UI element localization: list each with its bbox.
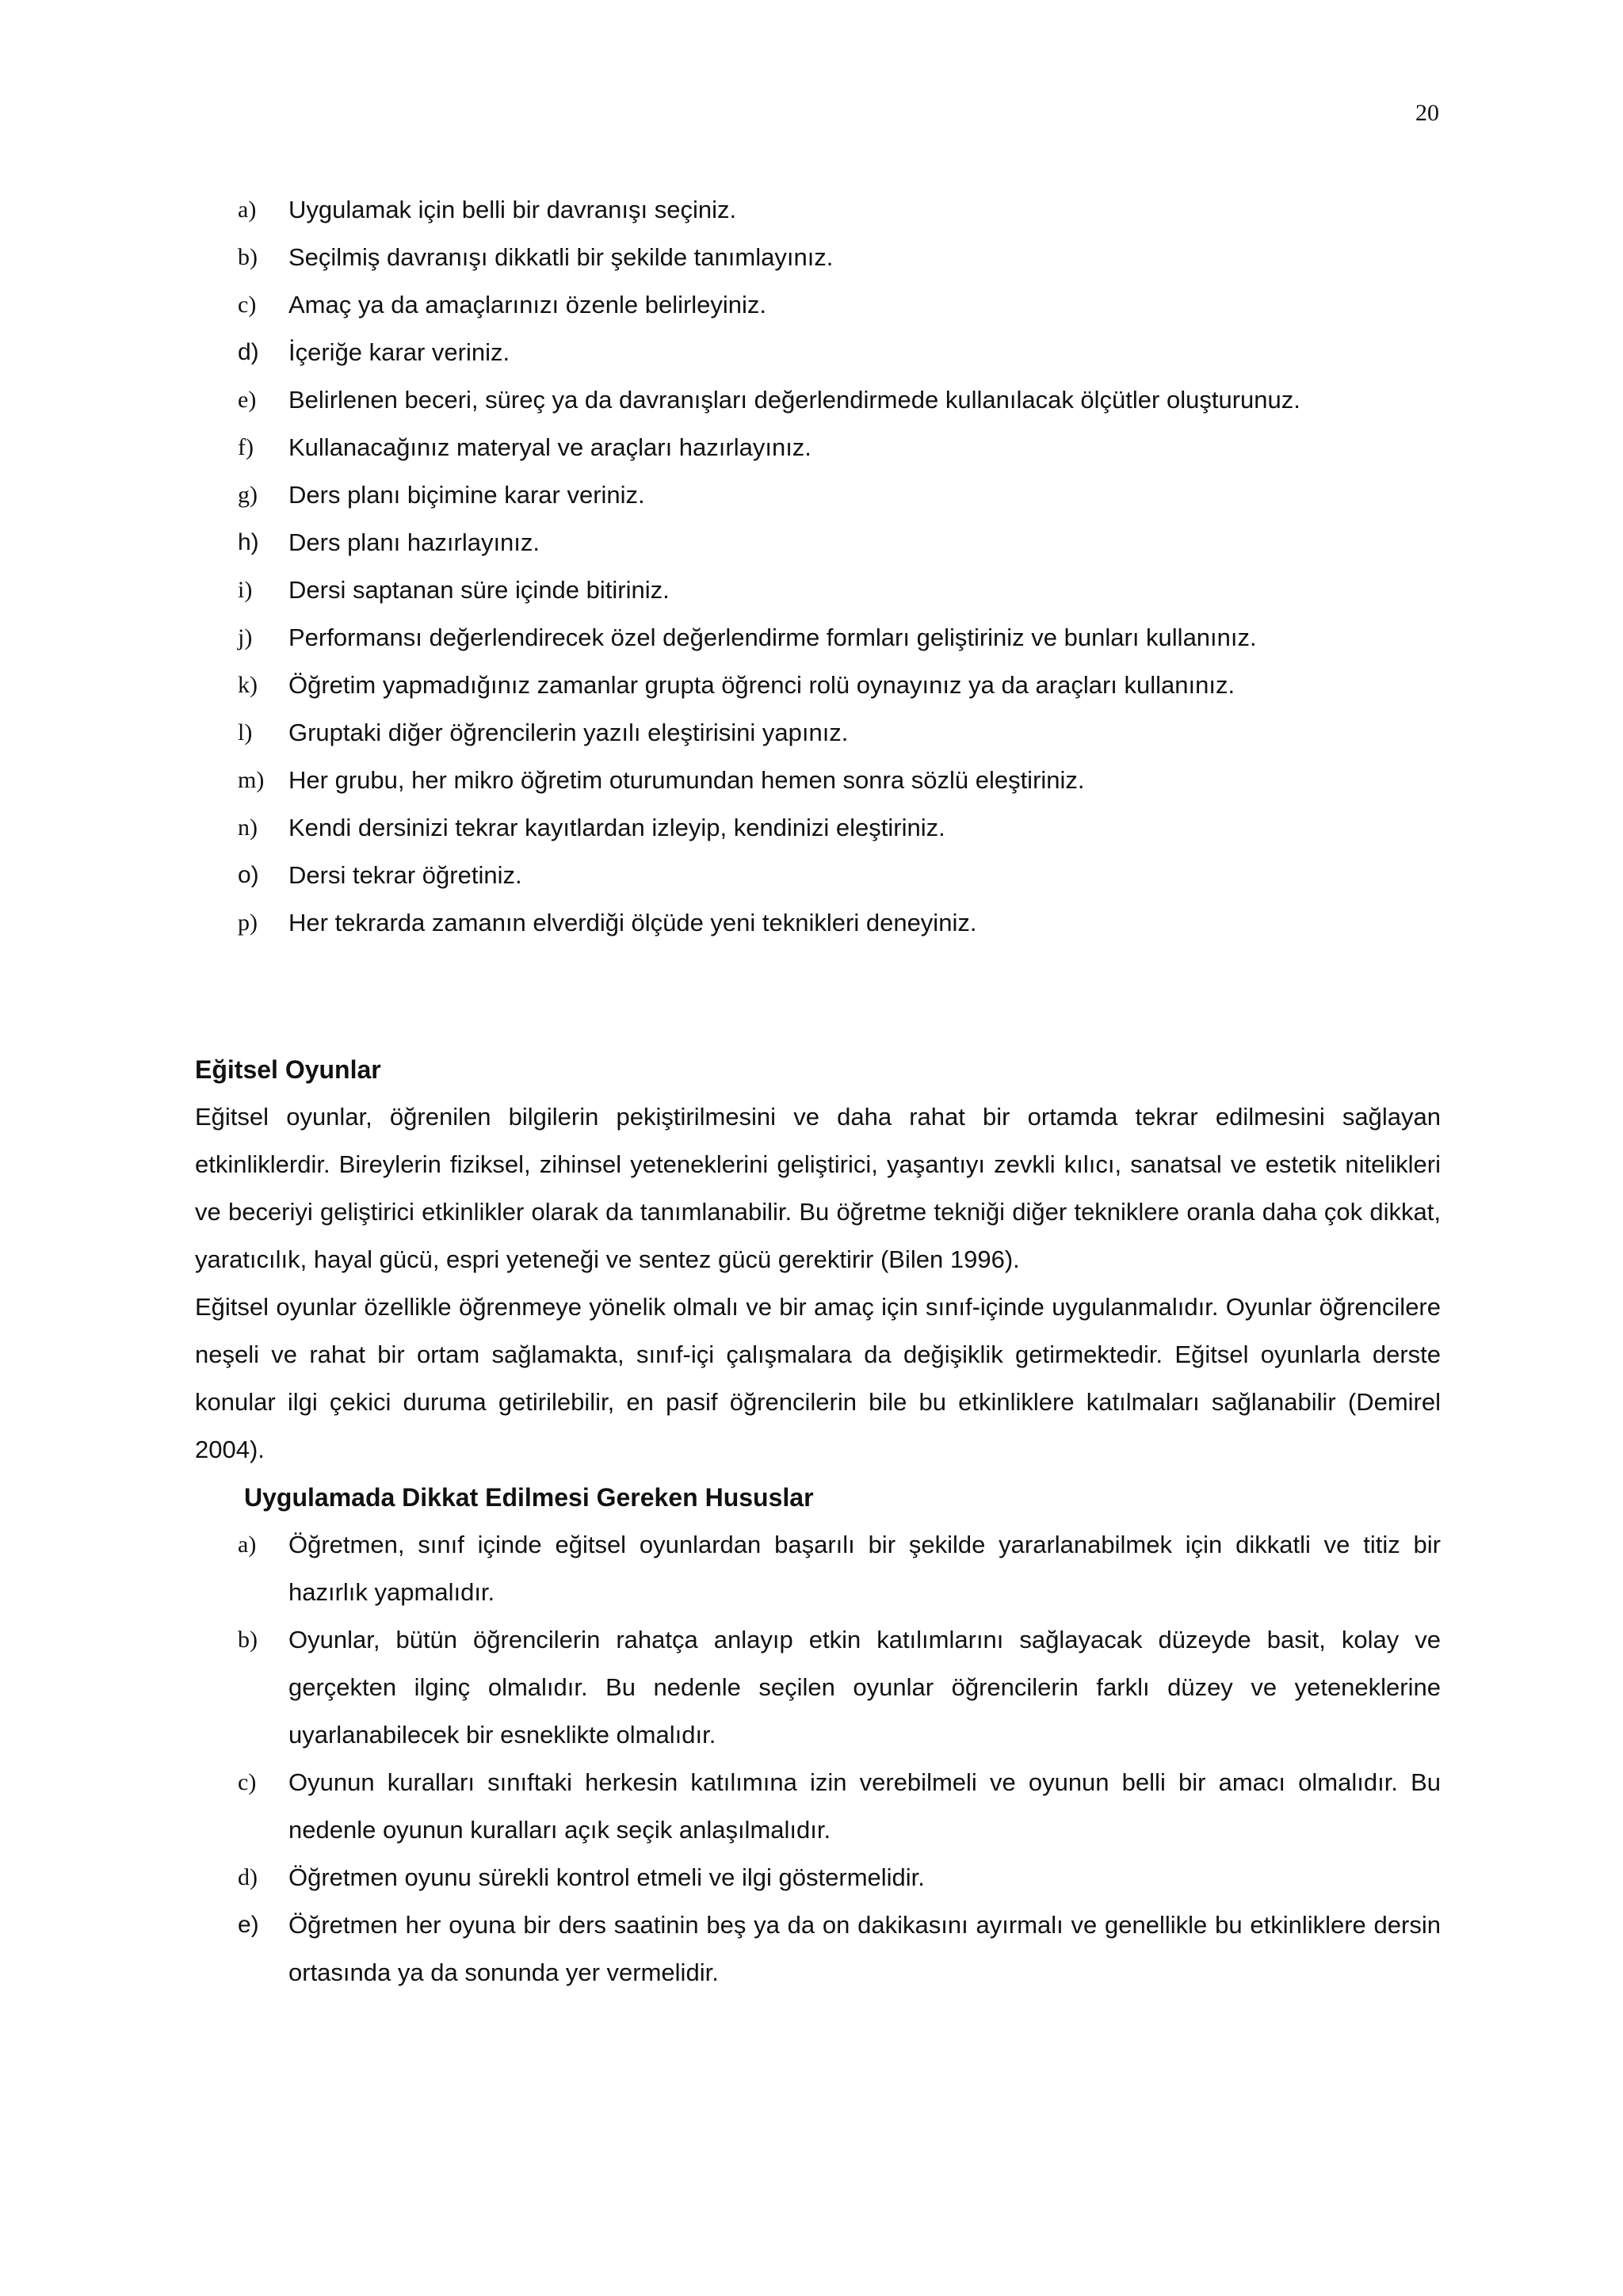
list-marker: e) [238, 1912, 259, 1938]
list-item [195, 1901, 1441, 1997]
list-item [195, 1854, 1441, 1901]
list-item-text: Her grubu, her mikro öğretim oturumundan hemen sonra sözlü eleştiriniz. [288, 766, 1085, 794]
list-item [195, 376, 1441, 424]
list-item [195, 519, 1441, 566]
list-item-text: Kullanacağınız materyal ve araçları hazırlayınız. [288, 433, 812, 461]
list-marker: d) [238, 339, 259, 365]
micro-teaching-steps [195, 186, 1441, 947]
list-marker: g) [238, 482, 258, 508]
list-marker: c) [238, 292, 257, 318]
list-item-text: Öğretmen, sınıf içinde eğitsel oyunlardan başarılı bir şekilde yararlanabilmek için dikkatli ve titiz bir hazırlık yapmalıdır. [288, 1531, 1441, 1606]
list-marker: i) [238, 577, 253, 603]
subsection-heading: Uygulamada Dikkat Edilmesi Gereken Hususlar [244, 1483, 814, 1512]
list-item [195, 614, 1441, 662]
list-item-text: Kendi dersinizi tekrar kayıtlardan izleyip, kendinizi eleştiriniz. [288, 814, 945, 841]
list-marker: o) [238, 862, 259, 888]
list-item [195, 899, 1441, 947]
list-marker: e) [238, 387, 257, 413]
section-heading: Eğitsel Oyunlar [195, 1055, 381, 1084]
list-item [195, 424, 1441, 471]
list-item [195, 1759, 1441, 1854]
list-marker: c) [238, 1769, 257, 1795]
list-item-text: Öğretmen her oyuna bir ders saatinin beş ya da on dakikasını ayırmalı ve genellikle bu etkinliklere dersin ortasında ya da sonunda yer vermelidir. [288, 1911, 1441, 1986]
list-marker: k) [238, 672, 258, 698]
list-item [195, 186, 1441, 234]
list-marker: h) [238, 529, 259, 555]
list-item [195, 329, 1441, 376]
educational-games-section [195, 1046, 1441, 1997]
list-marker: a) [238, 196, 257, 223]
list-item [195, 709, 1441, 757]
list-item-text: Her tekrarda zamanın elverdiği ölçüde yeni teknikleri deneyiniz. [288, 909, 977, 936]
list-marker: m) [238, 767, 265, 793]
list-item [195, 471, 1441, 519]
list-item-text: Gruptaki diğer öğrencilerin yazılı eleştirisini yapınız. [288, 719, 849, 746]
list-item-text: Ders planı biçimine karar veriniz. [288, 481, 645, 509]
list-item [195, 757, 1441, 804]
list-item-text: Belirlenen beceri, süreç ya da davranışları değerlendirmede kullanılacak ölçütler oluşturunuz. [288, 386, 1300, 414]
list-item-text: Oyunun kuralları sınıftaki herkesin katılımına izin verebilmeli ve oyunun belli bir amacı olmalıdır. Bu nedenle oyunun kuralları açık seçik anlaşılmalıdır. [288, 1768, 1441, 1844]
list-marker: a) [238, 1531, 257, 1558]
list-item-text: Uygulamak için belli bir davranışı seçiniz. [288, 196, 737, 223]
list-marker: f) [238, 434, 254, 460]
list-marker: d) [238, 1864, 258, 1890]
list-item-text: Öğretim yapmadığınız zamanlar grupta öğrenci rolü oynayınız ya da araçları kullanınız. [288, 671, 1235, 699]
list-item [195, 852, 1441, 899]
page-number: 20 [1415, 100, 1439, 126]
list-item [195, 281, 1441, 329]
list-item [195, 804, 1441, 852]
list-item-text: Dersi tekrar öğretiniz. [288, 861, 522, 889]
paragraph: Eğitsel oyunlar, öğrenilen bilgilerin pekiştirilmesini ve daha rahat bir ortamda tekrar edilmesini sağlayan etkinliklerdir. Bireylerin fiziksel, zihinsel yeteneklerini geliştirici, yaşantıyı zevkli kılıcı, sanatsal ve estetik nitelikleri ve beceriyi geliştirici etkinlikler olarak da tanımlanabilir. Bu öğretme tekniği diğer tekniklere oranla daha çok dikkat, yaratıcılık, hayal gücü, espri yeteneği ve sentez gücü gerektirir (Bilen 1996). [195, 1103, 1441, 1273]
list-marker: j) [238, 624, 253, 650]
list-item-text: Dersi saptanan süre içinde bitiriniz. [288, 576, 670, 604]
steps-list [195, 186, 1441, 947]
list-item-text: Öğretmen oyunu sürekli kontrol etmeli ve ilgi göstermelidir. [288, 1863, 925, 1891]
list-marker: n) [238, 814, 258, 841]
list-item-text: İçeriğe karar veriniz. [288, 338, 510, 366]
list-item-text: Seçilmiş davranışı dikkatli bir şekilde tanımlayınız. [288, 243, 834, 271]
list-marker: b) [238, 244, 258, 270]
list-item-text: Amaç ya da amaçlarınızı özenle belirleyiniz. [288, 291, 767, 318]
list-marker: p) [238, 910, 258, 936]
list-item [195, 662, 1441, 709]
considerations-list [195, 1521, 1441, 1997]
list-item [195, 566, 1441, 614]
list-item [195, 1521, 1441, 1616]
paragraph: Eğitsel oyunlar özellikle öğrenmeye yönelik olmalı ve bir amaç için sınıf-içinde uygulanmalıdır. Oyunlar öğrencilere neşeli ve rahat bir ortam sağlamakta, sınıf-içi çalışmalara da değişiklik getirmektedir. Eğitsel oyunlarla derste konular ilgi çekici duruma getirilebilir, en pasif öğrencilerin bile bu etkinliklere katılmaları sağlanabilir (Demirel 2004). [195, 1293, 1441, 1463]
list-item [195, 234, 1441, 281]
list-item [195, 1616, 1441, 1759]
list-marker: l) [238, 719, 253, 746]
list-marker: b) [238, 1627, 258, 1653]
list-item-text: Oyunlar, bütün öğrencilerin rahatça anlayıp etkin katılımlarını sağlayacak düzeyde basit, kolay ve gerçekten ilginç olmalıdır. Bu nedenle seçilen oyunlar öğrencilerin farklı düzey ve yeteneklerine uyarlanabilecek bir esneklikte olmalıdır. [288, 1626, 1441, 1749]
list-item-text: Performansı değerlendirecek özel değerlendirme formları geliştiriniz ve bunları kullanınız. [288, 624, 1257, 651]
list-item-text: Ders planı hazırlayınız. [288, 528, 540, 556]
